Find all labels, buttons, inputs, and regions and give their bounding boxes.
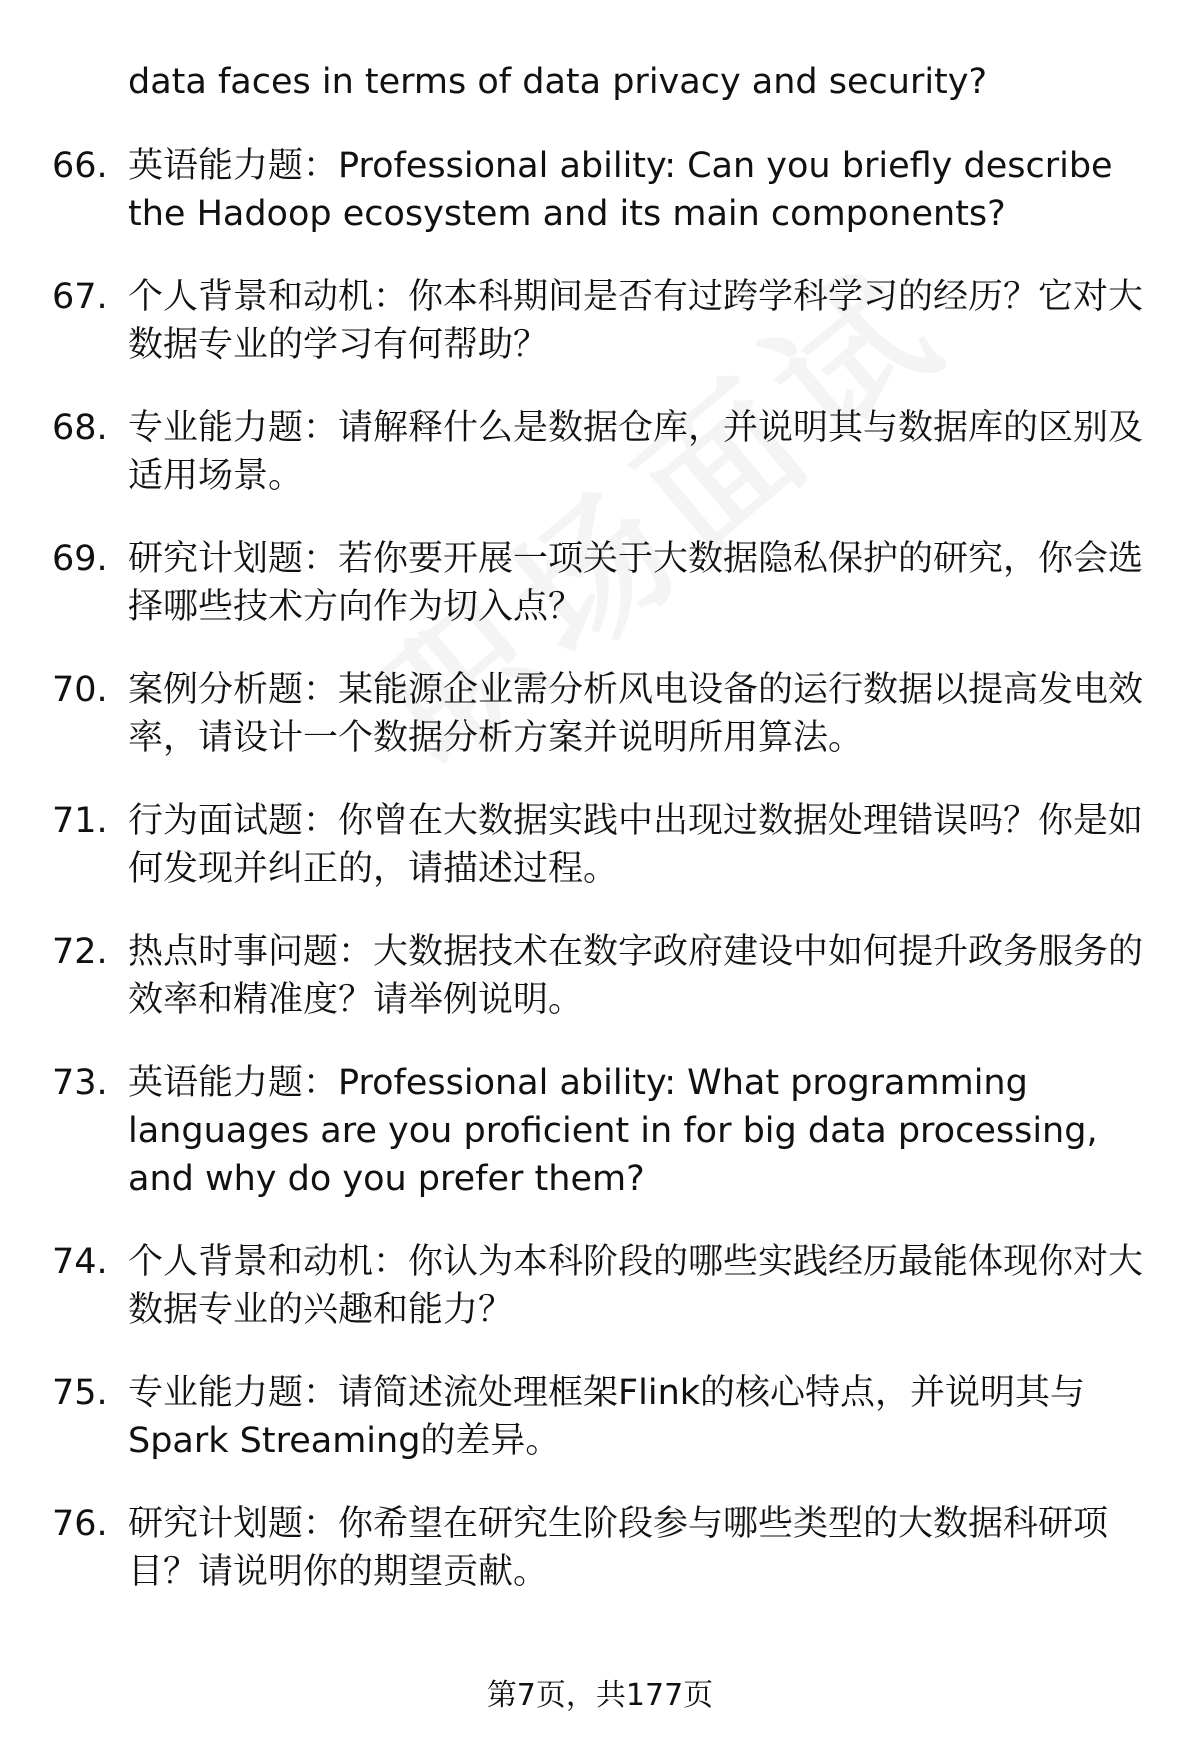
question-list [0, 142, 1200, 1631]
question-number: 68. [52, 408, 108, 448]
question-text: 个人背景和动机：你认为本科阶段的哪些实践经历最能体现你对大数据专业的兴趣和能力？ [128, 1242, 1144, 1330]
question-item-69 [0, 535, 1200, 631]
question-number: 75. [52, 1373, 108, 1413]
question-item-68 [0, 404, 1200, 500]
question-text: 个人背景和动机：你本科期间是否有过跨学科学习的经历？它对大数据专业的学习有何帮助？ [128, 277, 1144, 365]
continuation-text: data faces in terms of data privacy and security? [128, 62, 988, 102]
question-number: 69. [52, 539, 108, 579]
question-text: 专业能力题：请简述流处理框架Flink的核心特点，并说明其与Spark Streaming的差异。 [128, 1373, 1086, 1461]
question-item-74 [0, 1238, 1200, 1334]
question-text: 行为面试题：你曾在大数据实践中出现过数据处理错误吗？你是如何发现并纠正的，请描述过程。 [128, 801, 1144, 889]
question-number: 71. [52, 801, 108, 841]
question-item-66 [0, 142, 1200, 238]
page-indicator: 第7页，共177页 [486, 1678, 714, 1713]
question-number: 74. [52, 1242, 108, 1282]
question-text: 案例分析题：某能源企业需分析风电设备的运行数据以提高发电效率，请设计一个数据分析方案并说明所用算法。 [128, 670, 1144, 758]
question-text: 英语能力题：Professional ability: Can you briefly describe the Hadoop ecosystem and its main components? [128, 146, 1113, 234]
question-number: 67. [52, 277, 108, 317]
question-text: 英语能力题：Professional ability: What programming languages are you proficient in for big data processing, and why do you prefer them? [128, 1063, 1098, 1199]
question-item-70 [0, 666, 1200, 762]
question-number: 73. [52, 1063, 108, 1103]
question-number: 72. [52, 932, 108, 972]
question-number: 70. [52, 670, 108, 710]
question-text: 研究计划题：你希望在研究生阶段参与哪些类型的大数据科研项目？请说明你的期望贡献。 [128, 1504, 1109, 1592]
question-item-73 [0, 1059, 1200, 1203]
question-number: 66. [52, 146, 108, 186]
question-number: 76. [52, 1504, 108, 1544]
question-text: 研究计划题：若你要开展一项关于大数据隐私保护的研究，你会选择哪些技术方向作为切入点？ [128, 539, 1144, 627]
question-item-75 [0, 1369, 1200, 1465]
question-item-76 [0, 1500, 1200, 1596]
question-item-72 [0, 928, 1200, 1024]
question-item-71 [0, 797, 1200, 893]
question-text: 专业能力题：请解释什么是数据仓库，并说明其与数据库的区别及适用场景。 [128, 408, 1144, 496]
question-text: 热点时事问题：大数据技术在数字政府建设中如何提升政务服务的效率和精准度？请举例说明。 [128, 932, 1144, 1020]
question-item-67 [0, 273, 1200, 369]
